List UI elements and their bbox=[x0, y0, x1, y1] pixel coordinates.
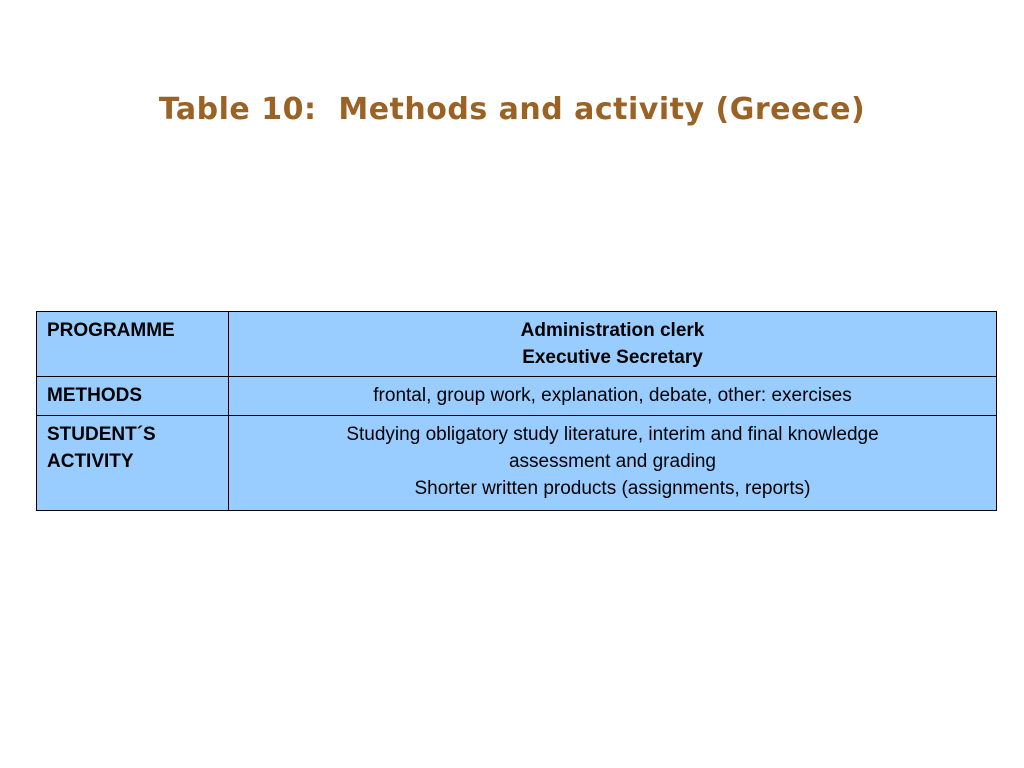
table-row-methods bbox=[37, 377, 997, 416]
table-row-student-activity bbox=[37, 416, 997, 511]
student-activity-label-line: ACTIVITY bbox=[47, 451, 134, 472]
programme-value-line: Executive Secretary bbox=[522, 347, 703, 368]
slide-title: Table 10: Methods and activity (Greece) bbox=[158, 92, 866, 127]
student-activity-value-line: Studying obligatory study literature, interim and final knowledge bbox=[346, 424, 879, 445]
methods-value-line: frontal, group work, explanation, debate, other: exercises bbox=[373, 385, 852, 406]
student-activity-label-line: STUDENT´S bbox=[47, 424, 156, 445]
student-activity-value-line: assessment and grading bbox=[508, 451, 716, 472]
programme-label: PROGRAMME bbox=[37, 312, 229, 377]
methods-value bbox=[229, 377, 997, 416]
programme-value bbox=[229, 312, 997, 377]
table-row-programme bbox=[37, 312, 997, 377]
methods-label: METHODS bbox=[37, 377, 229, 416]
programme-value-line: Administration clerk bbox=[520, 320, 705, 341]
student-activity-label bbox=[37, 416, 229, 511]
student-activity-value bbox=[229, 416, 997, 511]
methods-activity-table bbox=[36, 311, 997, 511]
student-activity-value-line: Shorter written products (assignments, reports) bbox=[414, 478, 811, 499]
